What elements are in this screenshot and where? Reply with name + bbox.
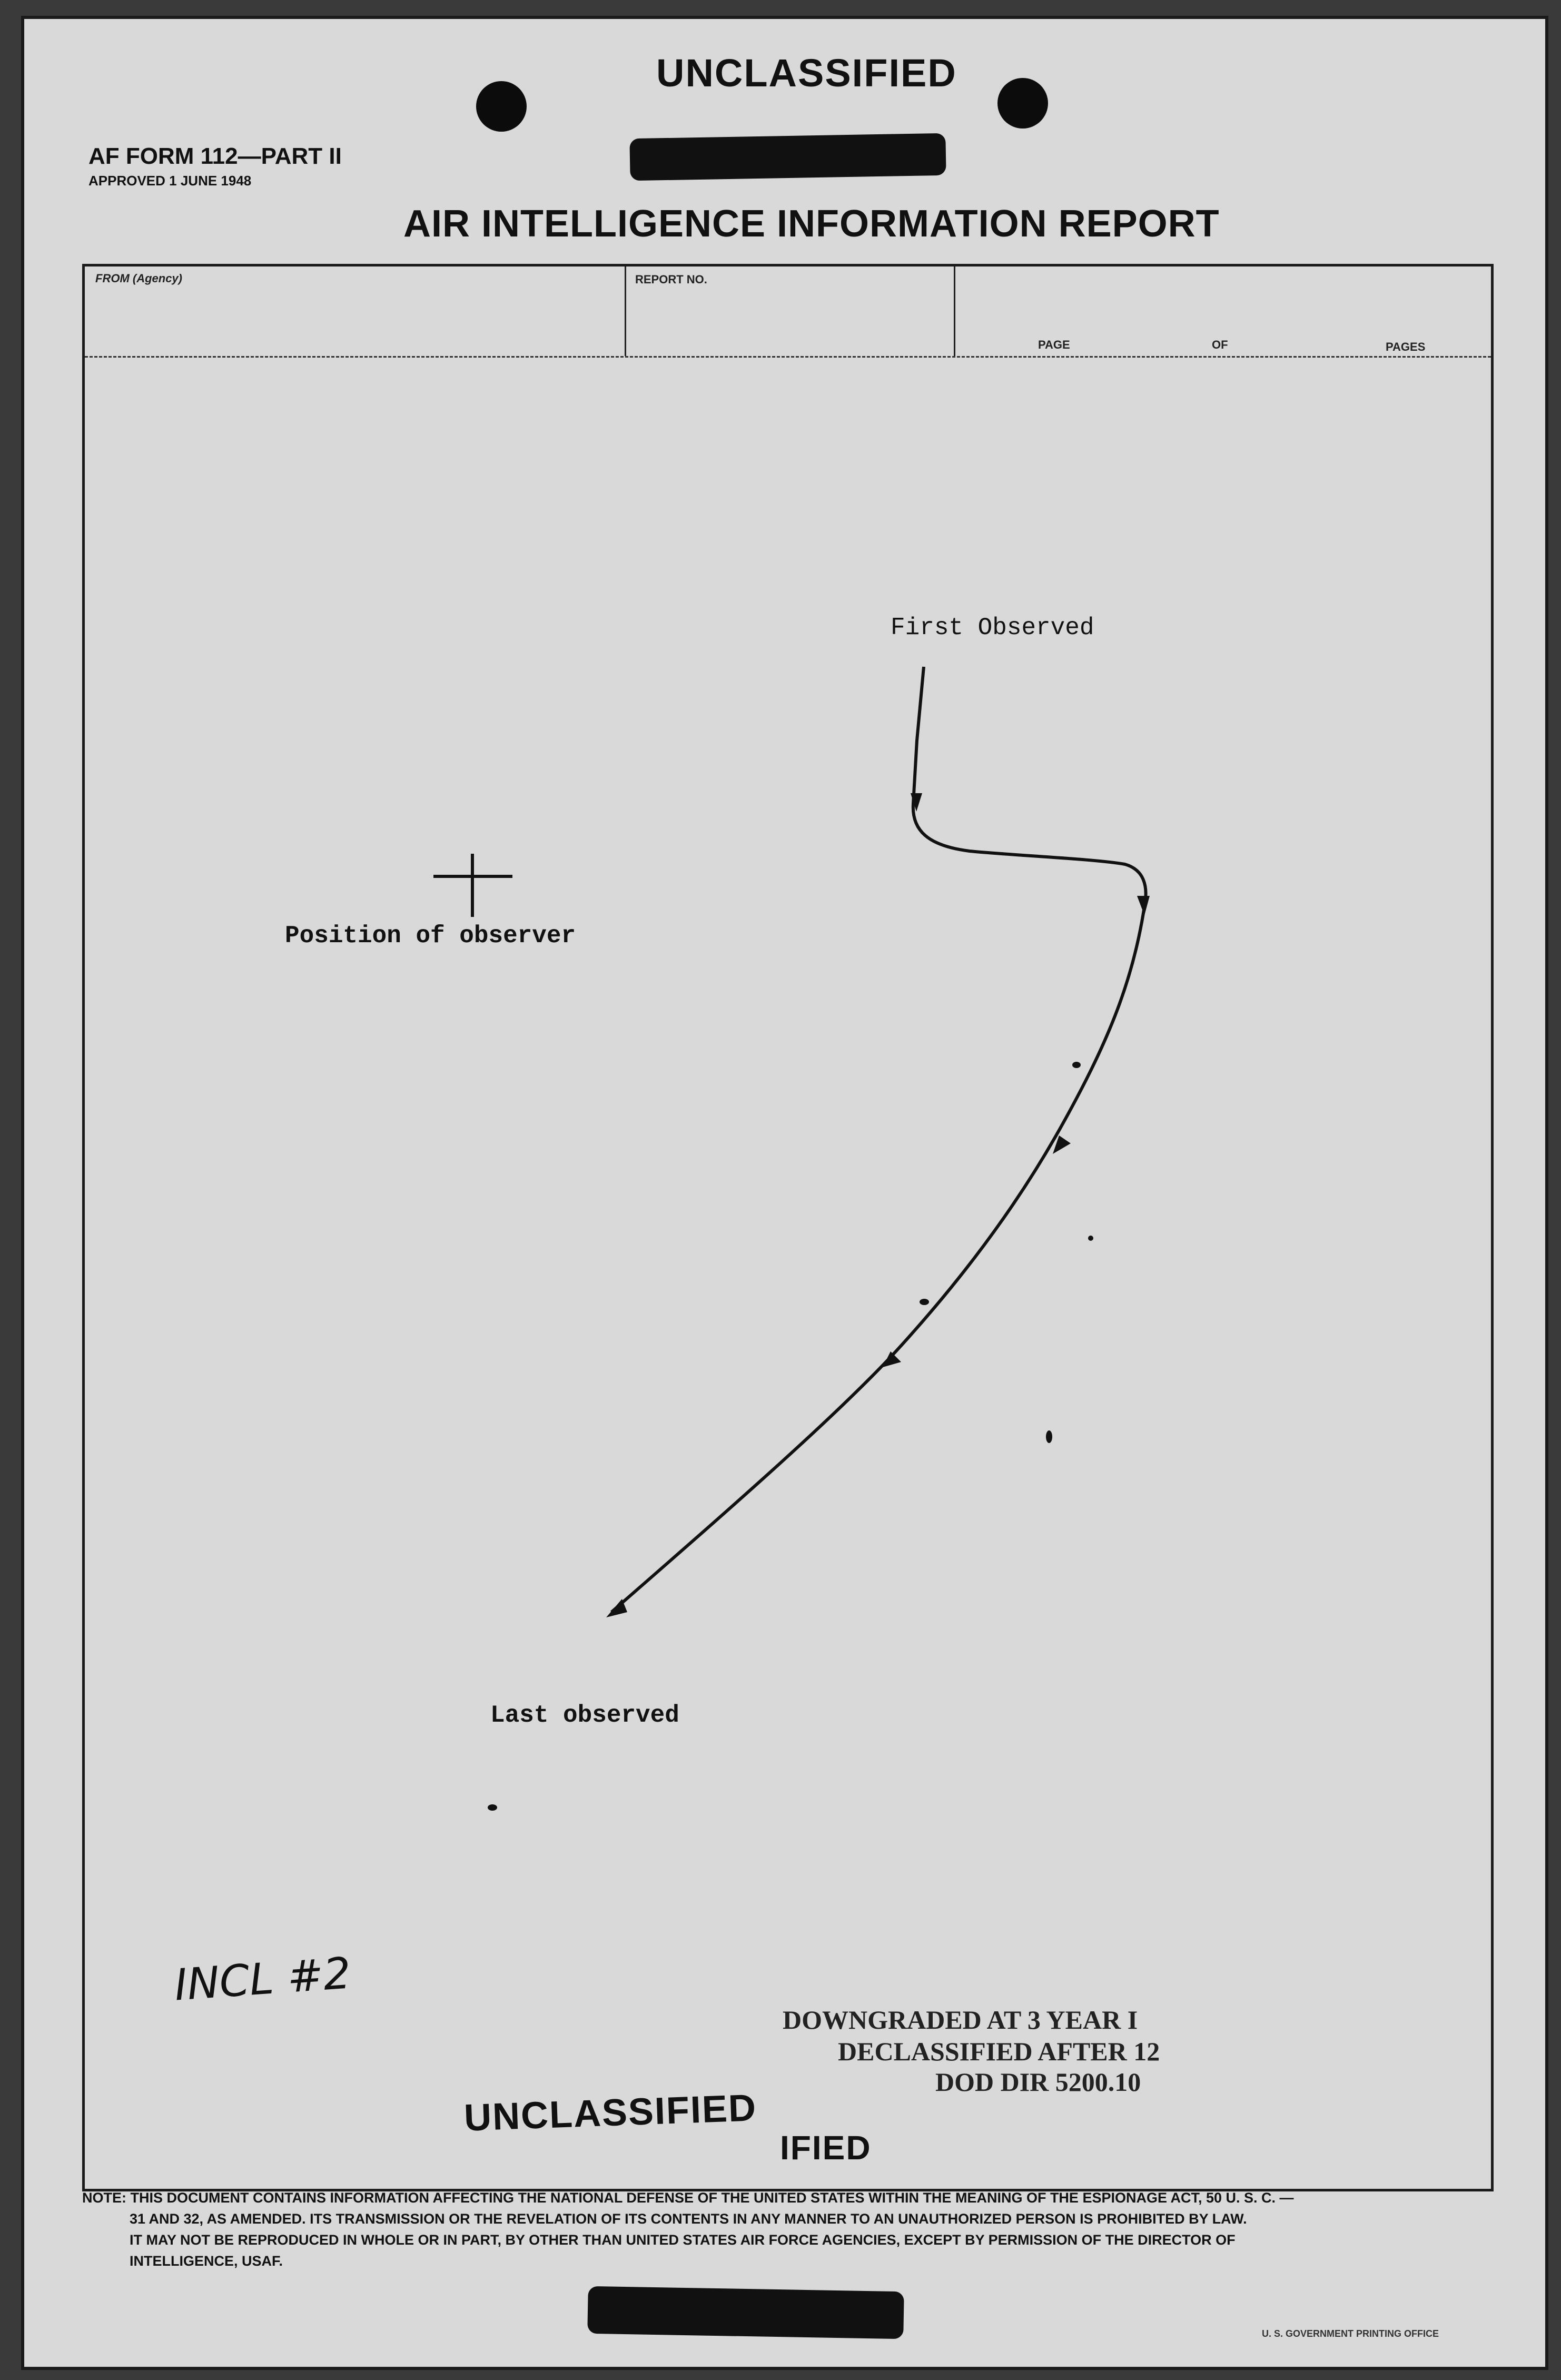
observer-position-marker (433, 854, 512, 917)
page-label: PAGE (1038, 338, 1070, 351)
of-label: OF (1212, 338, 1228, 351)
flight-path-line (611, 667, 1146, 1612)
ink-speck (920, 1299, 929, 1305)
espionage-note-line-4: INTELLIGENCE, USAF. (130, 2253, 283, 2269)
downgrade-stamp-line-2: DECLASSIFIED AFTER 12 (838, 2037, 1160, 2066)
report-frame (82, 264, 1494, 2191)
form-approved-date: APPROVED 1 JUNE 1948 (88, 173, 252, 189)
espionage-note-line-3: IT MAY NOT BE REPRODUCED IN WHOLE OR IN PART, BY OTHER THAN UNITED STATES AIR FORCE AGENCIES, EXCEPT BY PERMISSION OF THE DIRECTOR OF (130, 2232, 1236, 2248)
espionage-note-line-2: 31 AND 32, AS AMENDED. ITS TRANSMISSION OR THE REVELATION OF ITS CONTENTS IN ANY MANNER TO AN UNAUTHORIZED PERSON IS PROHIBITED BY LAW. (130, 2211, 1247, 2227)
flight-path-sketch (85, 266, 1491, 2189)
redaction-bar-top (629, 133, 946, 181)
espionage-note-line-1: NOTE: THIS DOCUMENT CONTAINS INFORMATION AFFECTING THE NATIONAL DEFENSE OF THE UNITED STATES WITHIN THE MEANING OF THE ESPIONAGE ACT, 50 U. S. C. — (82, 2190, 1294, 2206)
pages-label: PAGES (1386, 340, 1426, 353)
observer-position-label: Position of observer (285, 922, 576, 950)
ink-speck (1088, 1236, 1093, 1241)
redaction-bar-bottom (587, 2286, 904, 2339)
page-title: AIR INTELLIGENCE INFORMATION REPORT (403, 203, 1220, 245)
handwritten-enclosure-note: INCL #2 (173, 1948, 353, 2011)
form-number: AF FORM 112—PART II (88, 143, 342, 169)
document-page (21, 16, 1548, 2370)
arrow-head-2 (1137, 896, 1150, 915)
punch-hole-left (476, 81, 527, 132)
classification-stamp-bottom: UNCLASSIFIED (463, 2087, 758, 2139)
arrow-head-4 (883, 1351, 901, 1367)
classification-stamp-top: UNCLASSIFIED (656, 51, 957, 95)
from-agency-label: FROM (Agency) (95, 272, 182, 285)
report-no-label: REPORT NO. (635, 273, 707, 286)
classification-stamp-partial: IFIED (780, 2129, 872, 2167)
downgrade-stamp-line-3: DOD DIR 5200.10 (935, 2067, 1141, 2097)
first-observed-label: First Observed (891, 614, 1094, 641)
ink-speck (1046, 1430, 1052, 1443)
last-observed-label: Last observed (490, 1702, 679, 1729)
downgrade-stamp-line-1: DOWNGRADED AT 3 YEAR I (783, 2005, 1138, 2035)
ink-speck (488, 1804, 497, 1811)
printer-mark: U. S. GOVERNMENT PRINTING OFFICE (1262, 2328, 1439, 2339)
ink-speck (1072, 1062, 1081, 1068)
punch-hole-right (997, 78, 1048, 129)
